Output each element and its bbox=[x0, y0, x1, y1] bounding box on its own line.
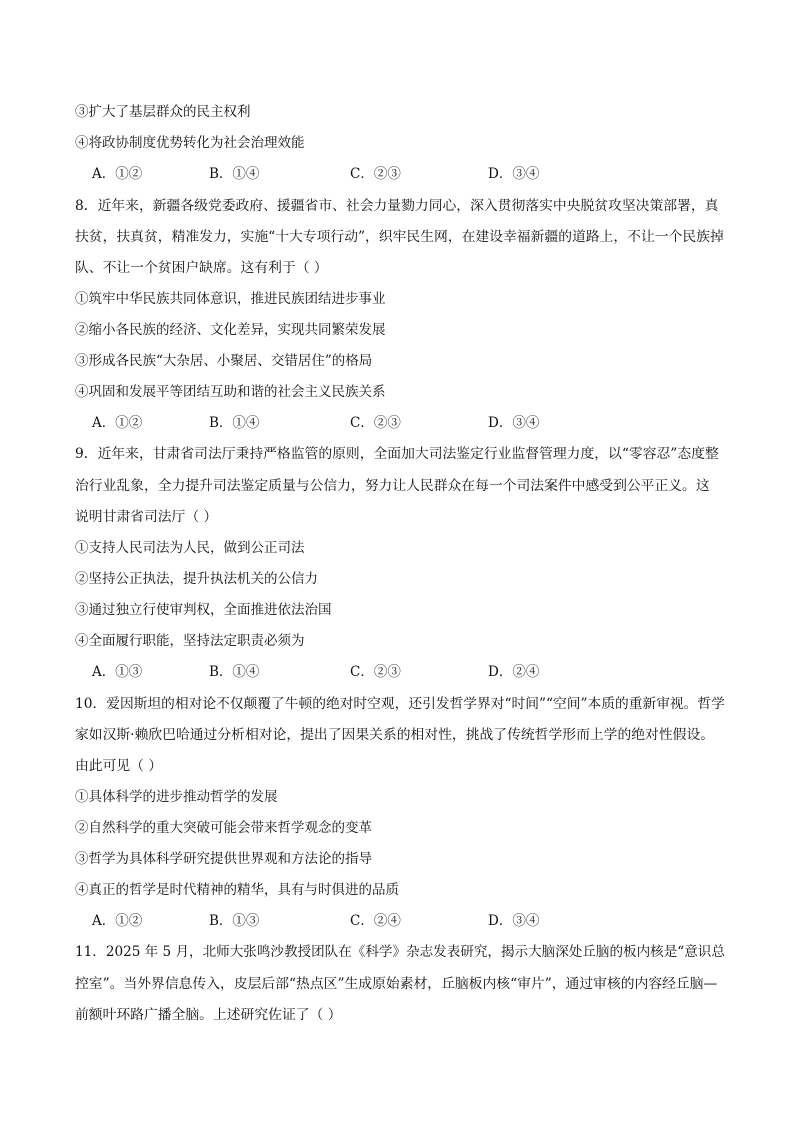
q11-stem-line-2: 控室”。当外界信息传入，皮层后部“热点区”生成原始素材，丘脑板内核“审片”，通过审核的内容经丘脑— bbox=[75, 976, 718, 992]
q10-choice-c[interactable]: C．②④ bbox=[350, 913, 401, 929]
q8-option-3: ③形成各民族“大杂居、小聚居、交错居住”的格局 bbox=[75, 353, 373, 369]
q11-stem-line-3: 前额叶环路广播全脑。上述研究佐证了（ ） bbox=[75, 1007, 342, 1023]
q8-choice-c[interactable]: C．②③ bbox=[350, 415, 401, 431]
q8-option-4: ④巩固和发展平等团结互助和谐的社会主义民族关系 bbox=[75, 384, 386, 400]
q9-choice-d[interactable]: D．②④ bbox=[488, 664, 540, 680]
q9-choice-b[interactable]: B．①④ bbox=[209, 664, 260, 680]
q9-option-1: ①支持人民司法为人民，做到公正司法 bbox=[75, 540, 305, 556]
q11-stem-line-1: 11．2025 年 5 月，北师大张鸣沙教授团队在《科学》杂志发表研究，揭示大脑深处丘脑的板内核是“意识总 bbox=[75, 944, 725, 960]
q8-choice-d[interactable]: D．③④ bbox=[488, 415, 540, 431]
q8-stem-line-3: 队、不让一个贫困户缺席。这有利于（ ） bbox=[75, 260, 328, 276]
q9-option-2: ②坚持公正执法，提升执法机关的公信力 bbox=[75, 571, 318, 587]
q10-option-4: ④真正的哲学是时代精神的精华，具有与时俱进的品质 bbox=[75, 882, 399, 898]
q10-stem-line-2: 家如汉斯·赖欣巴哈通过分析相对论，提出了因果关系的相对性，挑战了传统哲学形而上学的绝对性假设。 bbox=[75, 727, 715, 743]
q10-choice-b[interactable]: B．①③ bbox=[209, 913, 260, 929]
q8-option-1: ①筑牢中华民族共同体意识，推进民族团结进步事业 bbox=[75, 291, 386, 307]
q8-stem-line-1: 8．近年来，新疆各级党委政府、援疆省市、社会力量勠力同心，深入贯彻落实中央脱贫攻坚决策部署，真 bbox=[75, 198, 719, 214]
q10-choice-d[interactable]: D．③④ bbox=[488, 913, 540, 929]
q9-choice-a[interactable]: A．①③ bbox=[92, 664, 143, 680]
q9-stem-line-1: 9．近年来，甘肃省司法厅秉持严格监管的原则，全面加大司法鉴定行业监督管理力度，以“零容忍”态度整 bbox=[75, 446, 719, 462]
q7-choice-c[interactable]: C．②③ bbox=[350, 166, 401, 182]
q9-stem-line-3: 说明甘肃省司法厅（ ） bbox=[75, 509, 218, 525]
q8-stem-line-2: 扶贫，扶真贫，精准发力，实施“十大专项行动”，织牢民生网，在建设幸福新疆的道路上，不让一个民族掉 bbox=[75, 229, 724, 245]
q9-option-3: ③通过独立行使审判权，全面推进依法治国 bbox=[75, 602, 332, 618]
q8-choice-a[interactable]: A．①② bbox=[92, 415, 143, 431]
q10-option-1: ①具体科学的进步推动哲学的发展 bbox=[75, 789, 278, 805]
q9-choice-c[interactable]: C．②③ bbox=[350, 664, 401, 680]
q7-choice-a[interactable]: A．①② bbox=[92, 166, 143, 182]
q10-stem-line-3: 由此可见（ ） bbox=[75, 758, 163, 774]
q10-stem-line-1: 10．爱因斯坦的相对论不仅颠覆了牛顿的绝对时空观，还引发哲学界对“时间”“空间”本质的重新审视。哲学 bbox=[75, 696, 725, 712]
q7-choice-d[interactable]: D．③④ bbox=[488, 166, 540, 182]
q9-stem-line-2: 治行业乱象，全力提升司法鉴定质量与公信力，努力让人民群众在每一个司法案件中感受到公平正义。这 bbox=[75, 478, 710, 494]
q10-option-2: ②自然科学的重大突破可能会带来哲学观念的变革 bbox=[75, 820, 372, 836]
q8-option-2: ②缩小各民族的经济、文化差异，实现共同繁荣发展 bbox=[75, 322, 386, 338]
q8-choice-b[interactable]: B．①④ bbox=[209, 415, 260, 431]
q7-choice-b[interactable]: B．①④ bbox=[209, 166, 260, 182]
q9-option-4: ④全面履行职能，坚持法定职责必须为 bbox=[75, 633, 305, 649]
q7-option-3: ③扩大了基层群众的民主权利 bbox=[75, 104, 251, 120]
q10-choice-a[interactable]: A．①② bbox=[92, 913, 143, 929]
q10-option-3: ③哲学为具体科学研究提供世界观和方法论的指导 bbox=[75, 851, 372, 867]
q7-option-4: ④将政协制度优势转化为社会治理效能 bbox=[75, 135, 305, 151]
